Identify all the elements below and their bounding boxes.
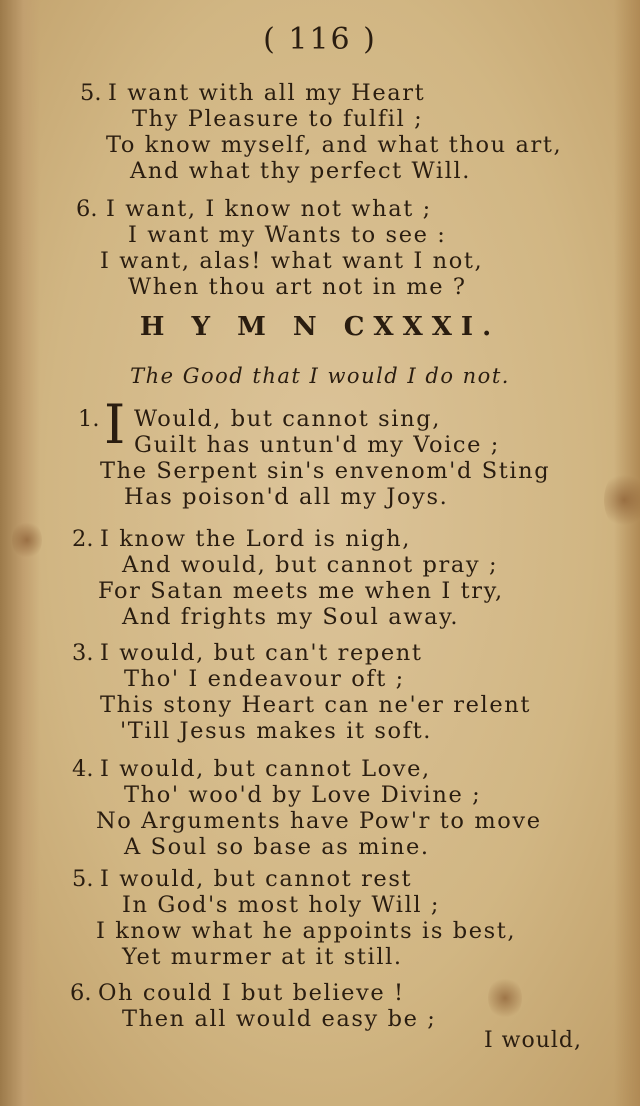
verse-line: In God's most holy Will ; [122,892,441,918]
hymn-subtitle: The Good that I would I do not. [130,364,510,388]
verse-line: Has poison'd all my Joys. [124,484,449,510]
verse-line: I know what he appoints is best, [96,918,517,944]
verse-line: I would, but cannot Love, [100,756,431,782]
stanza-number: 2. [72,526,94,552]
stain-mark [604,470,640,530]
stanza-number: 5. [80,80,102,106]
stain-mark [12,520,42,560]
stain-mark [488,976,522,1020]
stanza-number: 3. [72,640,94,666]
verse-line: And would, but cannot pray ; [122,552,499,578]
verse-line: I would, but cannot rest [100,866,413,892]
verse-line: Then all would easy be ; [122,1006,437,1032]
verse-line: And frights my Soul away. [122,604,460,630]
stanza-number: 1. [78,406,100,432]
stanza-number: 6. [76,196,98,222]
verse-line: This stony Heart can ne'er relent [100,692,531,718]
stanza-number: 4. [72,756,94,782]
hymn-title: H Y M N CXXXI. [139,312,501,342]
page-edge-shadow [614,0,640,1106]
verse-line: Would, but cannot sing, [134,406,441,432]
verse-line: Tho' woo'd by Love Divine ; [124,782,482,808]
verse-line: Tho' I endeavour oft ; [124,666,405,692]
page-number: ( 116 ) [263,22,377,57]
verse-line: 'Till Jesus makes it soft. [120,718,433,744]
verse-line: I want my Wants to see : [128,222,447,248]
verse-line: For Satan meets me when I try, [98,578,504,604]
verse-line: To know myself, and what thou art, [106,132,563,158]
verse-line: Thy Pleasure to fulfil ; [132,106,424,132]
stanza-number: 5. [72,866,94,892]
verse-line: Oh could I but believe ! [98,980,405,1006]
verse-line: No Arguments have Pow'r to move [96,808,542,834]
verse-line: Guilt has untun'd my Voice ; [134,432,500,458]
verse-line: I want, alas! what want I not, [100,248,484,274]
verse-line: Yet murmer at it still. [122,944,403,970]
verse-line: I want, I know not what ; [106,196,432,222]
verse-line: The Serpent sin's envenom'd Sting [100,458,551,484]
verse-line: A Soul so base as mine. [124,834,430,860]
catchword: I would, [483,1028,582,1053]
verse-line: I would, but can't repent [100,640,423,666]
stanza-number: 6. [70,980,92,1006]
verse-line: I want with all my Heart [108,80,426,106]
verse-line: I know the Lord is nigh, [100,526,411,552]
verse-line: When thou art not in me ? [128,274,467,300]
drop-cap: I [104,393,126,456]
verse-line: And what thy perfect Will. [130,158,472,184]
